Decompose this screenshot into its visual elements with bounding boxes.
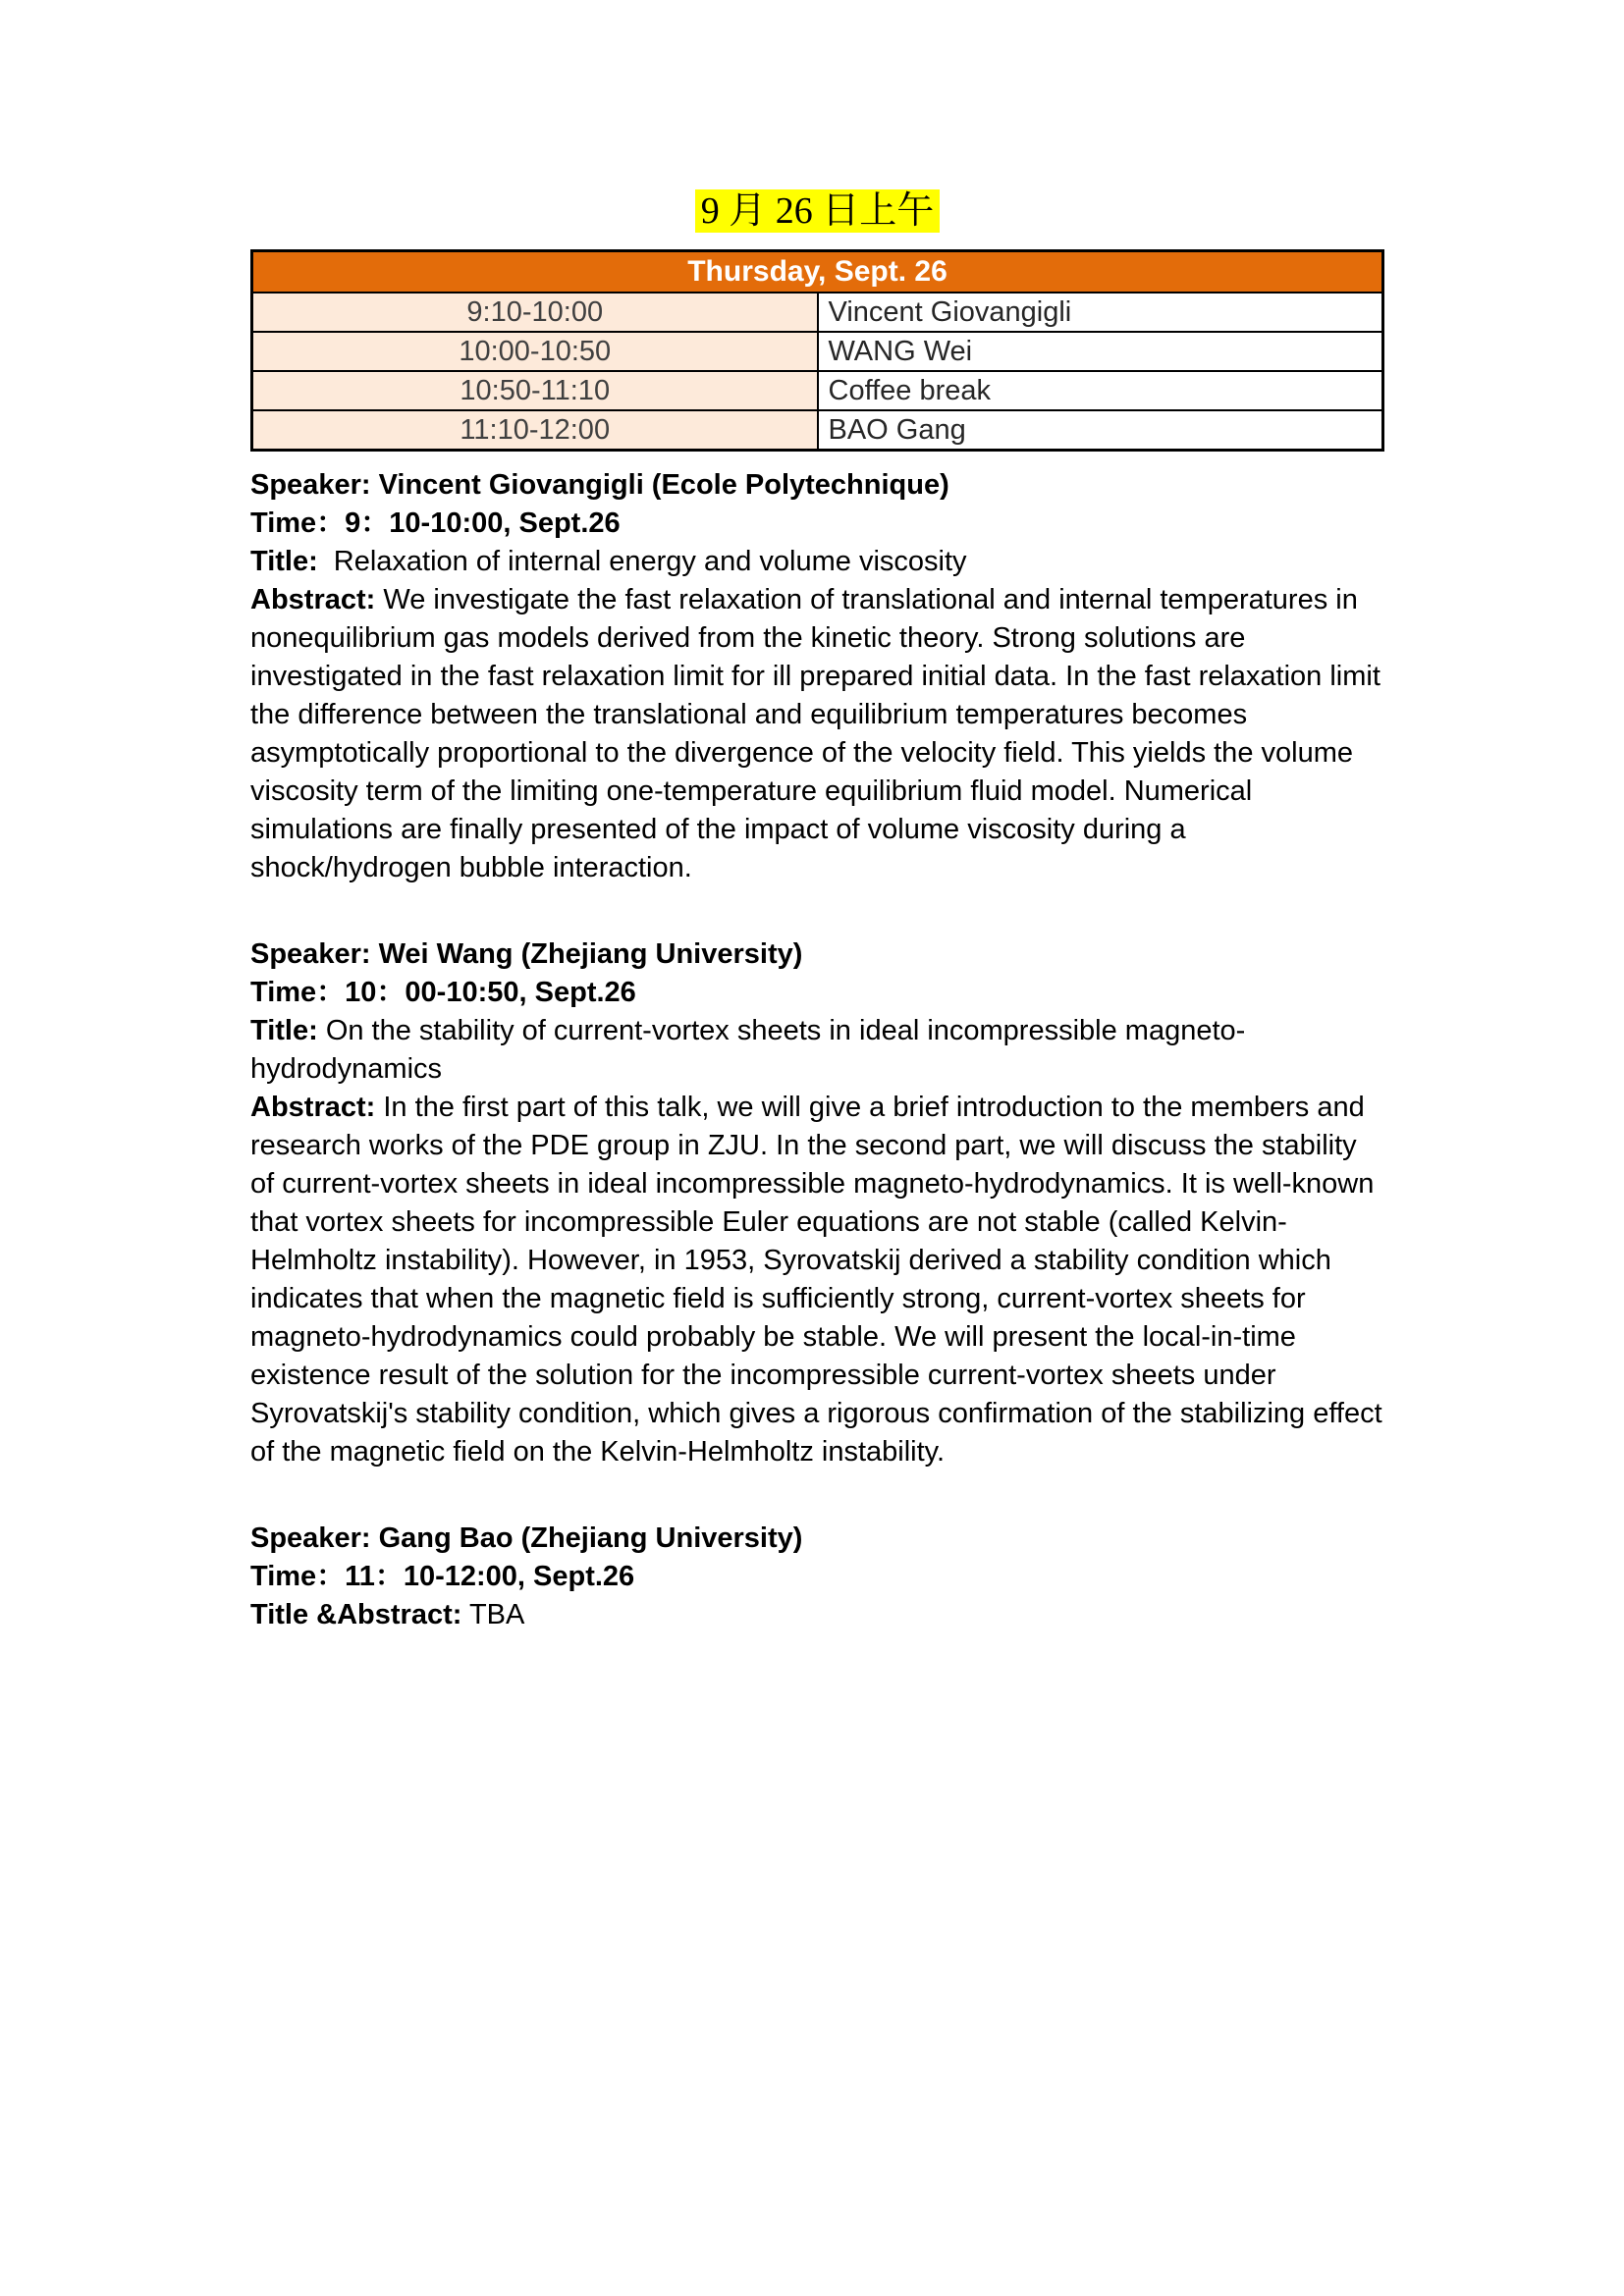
event-cell: WANG Wei [818,332,1383,371]
time-value: 10：00-10:50, Sept.26 [345,977,636,1008]
title-value: Relaxation of internal energy and volume viscosity [333,546,967,577]
time-label: Time： [250,1561,346,1592]
time-label: Time： [250,977,346,1008]
speaker-label: Speaker: [250,1522,371,1554]
document-page [250,187,1384,1634]
table-row [252,293,1383,332]
abstract-text: In the first part of this talk, we will give a brief introduction to the members and research works of the PDE group in ZJU. In the second part, we will discuss the stability of current-vortex sheets in ideal incompressible magneto-hydrodynamics. It is well-known that vortex sheets for incompressible Euler equations are not stable (called Kelvin-Helmholtz instability). However, in 1953, Syrovatskij derived a stability condition which indicates that when the magnetic field is sufficiently strong, current-vortex sheets for magneto-hydrodynamics could probably be stable. We will present the local-in-time existence result of the solution for the incompressible current-vortex sheets under Syrovatskij's stability condition, which gives a rigorous confirmation of the stabilizing effect of the magnetic field on the Kelvin-Helmholtz instability. [250,1092,1382,1468]
title-abstract-label: Title &Abstract: [250,1599,462,1630]
time-line [250,974,1384,1012]
speaker-line [250,935,1384,974]
event-cell: Vincent Giovangigli [818,293,1383,332]
time-line [250,505,1384,543]
abstract-paragraph [250,1089,1384,1471]
abstract-label: Abstract: [250,1092,376,1123]
title-abstract-line [250,1596,1384,1634]
time-value: 11：10-12:00, Sept.26 [345,1561,635,1592]
speaker-line [250,466,1384,505]
abstract-label: Abstract: [250,584,376,615]
page-title [250,187,1384,236]
table-row [252,332,1383,371]
speaker-line [250,1520,1384,1558]
title-value: On the stability of current-vortex sheets in ideal incompressible magneto-hydrodynamics [250,1015,1246,1085]
time-cell: 10:50-11:10 [252,371,818,410]
table-header: Thursday, Sept. 26 [252,251,1383,294]
speaker-name: Wei Wang (Zhejiang University) [378,938,803,970]
title-line [250,1012,1384,1089]
speaker-label: Speaker: [250,938,371,970]
speaker-label: Speaker: [250,469,371,501]
title-abstract-value: TBA [468,1599,525,1630]
title-label: Title: [250,1015,318,1046]
schedule-table [250,249,1384,452]
talk-section-2 [250,935,1384,1471]
time-value: 9：10-10:00, Sept.26 [345,507,621,539]
speaker-name: Gang Bao (Zhejiang University) [378,1522,803,1554]
abstract-paragraph [250,581,1384,887]
page-title-highlight: 9 月 26 日上午 [695,189,941,233]
table-row [252,410,1383,451]
table-header-row [252,251,1383,294]
talk-section-1 [250,466,1384,887]
title-line [250,543,1384,581]
time-cell: 11:10-12:00 [252,410,818,451]
time-line [250,1558,1384,1596]
abstract-text: We investigate the fast relaxation of translational and internal temperatures in nonequilibrium gas models derived from the kinetic theory. Strong solutions are investigated in the fast relaxation limit for ill prepared initial data. In the fast relaxation limit the difference between the translational and equilibrium temperatures becomes asymptotically proportional to the divergence of the velocity field. This yields the volume viscosity term of the limiting one-temperature equilibrium fluid model. Numerical simulations are finally presented of the impact of volume viscosity during a shock/hydrogen bubble interaction. [250,584,1380,883]
time-label: Time： [250,507,346,539]
time-cell: 10:00-10:50 [252,332,818,371]
talk-section-3 [250,1520,1384,1634]
table-row [252,371,1383,410]
event-cell: Coffee break [818,371,1383,410]
event-cell: BAO Gang [818,410,1383,451]
time-cell: 9:10-10:00 [252,293,818,332]
title-label: Title: [250,546,318,577]
speaker-name: Vincent Giovangigli (Ecole Polytechnique) [378,469,949,501]
